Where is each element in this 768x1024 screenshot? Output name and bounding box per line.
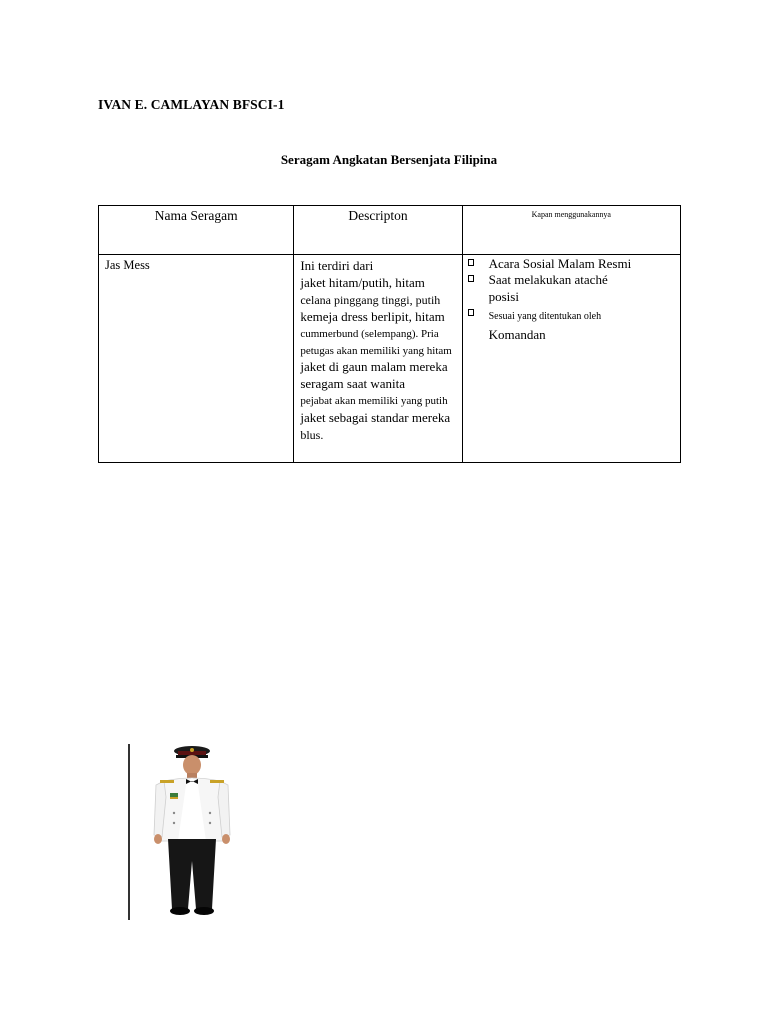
description-line: pejabat akan memiliki yang putih: [300, 395, 448, 408]
header-description: Descripton: [294, 206, 462, 255]
usage-list: [489, 256, 678, 344]
usage-text: Acara Sosial Malam Resmi: [488, 256, 632, 271]
checkbox-bullet-icon: [468, 259, 474, 266]
cell-uniform-name: [99, 255, 294, 463]
list-item: [489, 256, 678, 272]
usage-text: Sesuai yang ditentukan oleh: [488, 311, 602, 322]
cell-description: [294, 255, 462, 463]
description-line: celana pinggang tinggi, putih: [300, 292, 441, 307]
header-usage: Kapan menggunakannya: [462, 206, 680, 255]
table-row: [99, 255, 681, 463]
checkbox-bullet-icon: [468, 275, 474, 282]
uniform-name: Jas Mess: [105, 258, 150, 272]
document-title: Seragam Angkatan Bersenjata Filipina: [280, 152, 498, 167]
description-line: kemeja dress berlipit, hitam: [300, 308, 445, 324]
uniform-table: [98, 205, 681, 463]
table-header-row: [99, 206, 681, 255]
list-item: [489, 272, 678, 306]
figure-divider: [128, 744, 130, 920]
checkbox-bullet-icon: [468, 309, 474, 316]
description-line: seragam saat wanita: [300, 376, 406, 392]
uniform-photo-icon: [146, 745, 242, 919]
usage-continuation: Komandan: [488, 327, 546, 342]
description-line: jaket sebagai standar mereka: [300, 410, 451, 426]
description-line: Ini terdiri dari: [300, 258, 374, 273]
list-item: [489, 306, 678, 344]
header-name: Nama Seragam: [99, 206, 294, 255]
author-line: IVAN E. CAMLAYAN BFSCI-1: [98, 97, 285, 112]
usage-continuation: posisi: [488, 289, 519, 304]
description-line: blus.: [300, 428, 324, 443]
description-line: jaket hitam/putih, hitam: [300, 274, 425, 290]
usage-text: Saat melakukan ataché: [488, 272, 608, 287]
description-line: jaket di gaun malam mereka: [300, 359, 448, 375]
cell-usage: [462, 255, 680, 463]
description-line: petugas akan memiliki yang hitam: [300, 344, 452, 357]
description-line: cummerbund (selempang). Pria: [300, 327, 439, 340]
